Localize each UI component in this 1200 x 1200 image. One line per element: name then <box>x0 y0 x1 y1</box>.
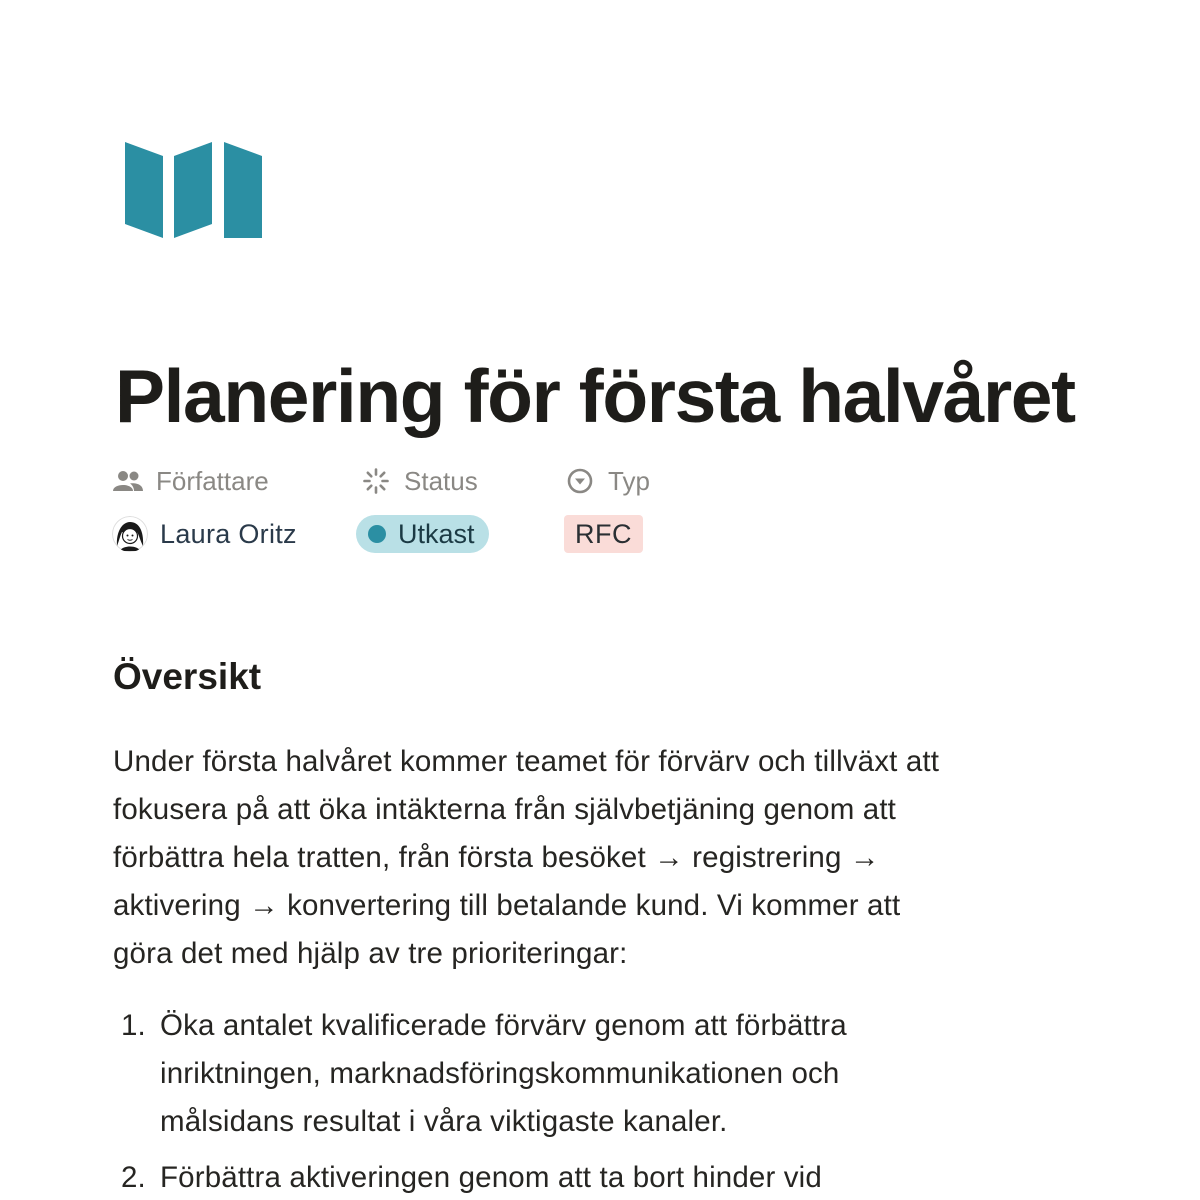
property-status-label: Status <box>404 465 478 496</box>
paragraph-line: förbättra hela tratten, från första besöket → registrering → <box>113 841 880 874</box>
paragraph-line: fokusera på att öka intäkterna från självbetjäning genom att <box>113 793 897 826</box>
list-item-line: Öka antalet kvalificerade förvärv genom att förbättra <box>160 1009 847 1042</box>
paragraph-line: Under första halvåret kommer teamet för förvärv och tillväxt att <box>113 745 940 778</box>
status-dot <box>368 525 386 543</box>
property-author-value[interactable] <box>112 514 297 554</box>
property-type-value[interactable] <box>564 514 643 554</box>
property-author-label-row[interactable] <box>112 462 269 500</box>
status-text: Utkast <box>398 518 475 549</box>
property-status <box>360 462 478 549</box>
page-properties <box>112 462 912 562</box>
author-name: Laura Oritz <box>160 518 297 549</box>
list-item-line: målsidans resultat i våra viktigaste kanaler. <box>160 1105 728 1138</box>
property-type-label-row[interactable] <box>564 462 650 500</box>
list-item-number: 1. <box>121 1009 146 1042</box>
section-heading[interactable]: Översikt <box>113 656 262 697</box>
loading-icon <box>360 465 392 497</box>
list-item[interactable] <box>113 1154 1093 1200</box>
type-tag: RFC <box>564 515 643 553</box>
avatar <box>112 516 148 552</box>
map-icon[interactable] <box>124 140 264 240</box>
select-chevron-icon <box>564 465 596 497</box>
list-item-line: Förbättra aktiveringen genom att ta bort hinder vid <box>160 1161 822 1194</box>
page-title[interactable]: Planering för första halvåret <box>115 354 1075 438</box>
list-item[interactable] <box>113 1002 1093 1146</box>
list-item-line: inriktningen, marknadsföringskommunikationen och <box>160 1057 840 1090</box>
property-type-label: Typ <box>608 465 650 496</box>
property-type <box>564 462 650 549</box>
property-status-value[interactable] <box>360 514 489 554</box>
priorities-list <box>113 1002 1093 1200</box>
list-item-number: 2. <box>121 1161 146 1194</box>
status-badge <box>356 515 489 553</box>
paragraph-line: aktivering → konvertering till betalande kund. Vi kommer att <box>113 889 901 922</box>
property-author <box>112 462 297 549</box>
overview-paragraph[interactable] <box>113 738 1093 978</box>
property-status-label-row[interactable] <box>360 462 478 500</box>
people-icon <box>112 465 144 497</box>
paragraph-line: göra det med hjälp av tre prioriteringar: <box>113 937 628 970</box>
property-author-label: Författare <box>156 465 269 496</box>
